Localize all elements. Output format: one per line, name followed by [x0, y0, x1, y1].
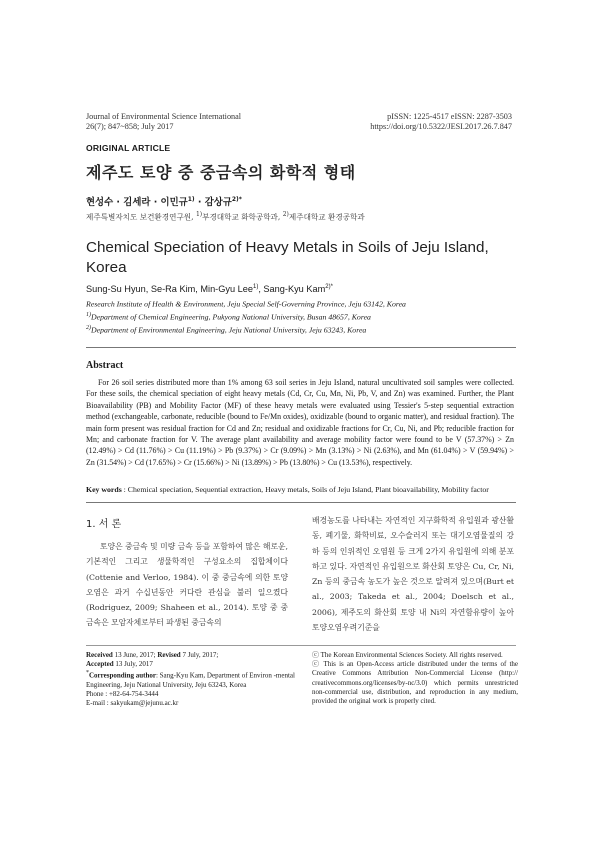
footnote-email[interactable]: E-mail : sakyukam@jejunu.ac.kr	[86, 699, 179, 708]
affil-ko-part2: 부경대학교 화학공학과,	[202, 212, 283, 222]
footnote-received-line	[86, 651, 296, 660]
corresponding-label: Corresponding author	[89, 671, 156, 680]
divider-footnotes	[86, 645, 516, 646]
abstract-heading: Abstract	[86, 360, 124, 371]
authors-en-sup2: 2)*	[325, 284, 333, 290]
section-heading-intro: 1. 서 론	[86, 519, 122, 530]
title-korean: 제주도 토양 중 중금속의 화학적 형태	[86, 163, 356, 182]
received-label: Received	[86, 651, 113, 659]
accepted-date: 13 July, 2017	[113, 660, 153, 669]
keywords-label: Key words	[86, 485, 122, 494]
journal-volume: 26(7); 847~858; July 2017	[86, 122, 174, 131]
article-type: ORIGINAL ARTICLE	[86, 143, 171, 153]
authors-english	[86, 284, 333, 294]
authors-ko-sep: · 감상규	[194, 197, 232, 208]
divider-top	[86, 347, 516, 348]
footnote-copyright	[312, 651, 518, 706]
affil-ko-part1: 제주특별자치도 보건환경연구원,	[86, 212, 196, 222]
affil-en-sup: 1)	[86, 312, 91, 318]
footnote-dates	[86, 651, 296, 709]
affil-en-text: Research Institute of Health & Environment, Jeju Special Self-Governing Province, Jeju 63142, Korea	[86, 299, 406, 309]
received-date: 13 June, 2017;	[112, 651, 158, 659]
keywords-text: : Chemical speciation, Sequential extraction, Heavy metals, Soils of Jeju Island, Plant bioavailability, Mobility factor	[121, 485, 489, 494]
affiliation-english-0	[86, 297, 406, 310]
authors-ko-names: 현성수 · 김세라 · 이민규	[86, 197, 188, 208]
revised-date: 7 July, 2017;	[180, 651, 219, 659]
affiliation-korean	[86, 211, 365, 223]
issn: pISSN: 1225-4517 eISSN: 2287-3503	[387, 112, 512, 121]
abstract-body: For 26 soil series distributed more than 1% among 63 soil series in Jeju Island, natural uncultivated soil samples were collected. For these soils, the chemical speciation of eight heavy metals (Cd, Cr, Cu, Mn, Ni, Pb, V, and Zn) was examined. Further, the Plant Bioavailability (PB) and Mobility Factor (MF) of these heavy metals were evaluated using Tessier's 5-step sequential extraction method (exchangeable, carbonate, reducible (bound to Fe/Mn oxides), oxidizable (bound to organic matter), and residual fraction). The main form present was residual fraction for Cd and Zn; residual and oxidizable fractions for Cr, Cu, Ni, and Pb; reducible fraction for Mn; and carbonate fraction for V. The average plant availability and average mobility factor were found to be V (57.37%) > Zn (12.49%) > Cd (11.76%) > Cu (11.19%) > Pb (9.37%) > Cr (9.09%) > Mn (3.13%) > Ni (2.63%), and Mn (61.04%) > V (59.94%) > Zn (31.54%) > Cd (17.65%) > Cr (15.66%) > Ni (13.89%) > Pb (13.80%) > Cu (13.53%), respectively.	[86, 378, 514, 467]
affil-ko-sup1: 1)	[195, 211, 203, 218]
copyright-line: ⓒ The Korean Environmental Sciences Society. All rights reserved.	[312, 651, 503, 659]
affil-ko-part3: 제주대학교 환경공학과	[288, 212, 365, 222]
divider-keywords	[86, 502, 516, 503]
affil-en-text: Department of Chemical Engineering, Pukyong National University, Busan 48657, Korea	[91, 312, 371, 322]
authors-en-names: Sung-Su Hyun, Se-Ra Kim, Min-Gyu Lee	[86, 284, 253, 295]
affil-en-text: Department of Environmental Engineering, Jeju National University, Jeju 63243, Korea	[91, 325, 367, 335]
authors-en-sup1: 1)	[252, 284, 259, 290]
affiliation-english-1	[86, 310, 371, 323]
doi-link[interactable]: https://doi.org/10.5322/JESI.2017.26.7.847	[370, 122, 512, 131]
revised-label: Revised	[157, 651, 181, 659]
authors-ko-sup2: 2)*	[231, 195, 242, 203]
affiliation-english-2	[86, 323, 366, 336]
authors-en-sep: , Sang-Kyu Kam	[258, 284, 326, 295]
footnote-phone: Phone : +82-64-754-3444	[86, 690, 159, 699]
journal-name: Journal of Environmental Science International	[86, 112, 242, 121]
footnote-corresponding: *Corresponding author: Sang-Kyu Kam, Department of Environ -mental Engineering, Jeju National University, Jeju 63243, Korea	[86, 670, 295, 689]
footnote-accepted-line	[86, 660, 296, 669]
affil-ko-sup2: 2)	[282, 211, 289, 218]
body-column-left: 토양은 중금속 및 미량 금속 등을 포함하여 많은 해로운, 기본적인 그리고 생물학적인 구성요소의 집합체이다(Cottenie and Verloo, 1984). 이 중 중금속에 의한 토양오염은 과거 수십년동안 커다란 관심을 불러 일으켰다(Rodriguez, 2009; Shaheen et al., 2014). 토양 중 중금속은 모암자체로부터 파생된 중금속의	[86, 542, 289, 628]
body-column-right: 배경농도를 나타내는 자연적인 지구화학적 유입원과 광산활동, 폐기물, 화학비료, 오수슬러지 또는 대기오염물질의 강하 등의 인위적인 오염원 등 크게 2가지 유입원에 의해 분포하고 있다. 자연적인 유입원으로 화산회 토양은 Cu, Cr, Ni, Zn 등의 중금속 농도가 높은 것으로 알려져 있으며(Burt et al., 2003; Takeda et al., 2004; Doelsch et al., 2006), 제주도의 화산회 토양 내 Ni의 자연함유량이 높아 토양오염우려기준을	[312, 516, 514, 633]
journal-header	[86, 112, 241, 132]
accepted-label: Accepted	[86, 660, 114, 669]
license-text: ⓒ This is an Open-Access article distributed under the terms of the Creative Commons Attribution Non-Commercial License (http:// creativecommons.org/licenses/by-nc/3.0) which permits unrestricted non-commercial use, distribution, and reproduction in any medium, provided the original work is properly cited.	[312, 660, 518, 706]
authors-korean	[86, 194, 242, 208]
authors-ko-sup1: 1)	[187, 195, 195, 203]
journal-ids	[370, 112, 512, 132]
corresponding-text: : Sang-Kyu Kam, Department of Environ -mental Engineering, Jeju National University, Jeju 63243, Korea	[86, 671, 295, 689]
title-english: Chemical Speciation of Heavy Metals in Soils of Jeju Island, Korea	[86, 239, 489, 276]
affil-en-sup: 2)	[86, 325, 91, 331]
keywords	[86, 485, 516, 494]
